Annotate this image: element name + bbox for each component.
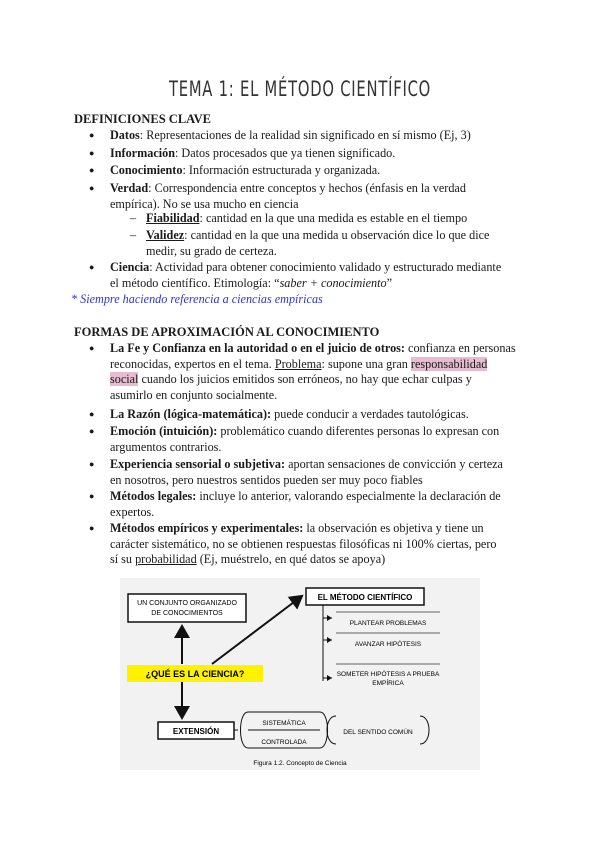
figure-caption: Figura 1.2. Concepto de Ciencia xyxy=(253,760,347,767)
list-item: ● Información: Datos procesados que ya tienen significado. xyxy=(110,146,530,162)
section-heading-definiciones: DEFINICIONES CLAVE xyxy=(74,112,211,126)
step-label: AVANZAR HIPÓTESIS xyxy=(354,641,422,648)
list-item: ● Experiencia sensorial o subjetiva: aportan sensaciones de convicción y certeza en nosotros, pero nuestros sentidos pueden ser muy poco fiables xyxy=(110,457,530,488)
list-item: ● Ciencia: Actividad para obtener conocimiento validado y estructurado mediante el método científico. Etimología: “saber + conocimiento” xyxy=(110,260,530,291)
highlight: responsabilidad xyxy=(410,356,488,371)
list-item: ● Métodos empíricos y experimentales: la observación es objetiva y tiene un carácter sistemático, no se obtienen respuestas filosóficas ni 100% ciertas, pero sí su probabilidad (Ej, muéstrelo, en qué datos se apoya) xyxy=(110,521,530,568)
concept-diagram xyxy=(120,578,480,770)
sub-list-item: – Fiabilidad: cantidad en la que una medida es estable en el tiempo xyxy=(146,211,518,227)
step-label: PLANTEAR PROBLEMAS xyxy=(349,620,427,627)
highlight: social xyxy=(110,372,139,387)
step-label: SOMETER HIPÓTESIS A PRUEBA xyxy=(336,671,440,678)
step-label: EMPÍRICA xyxy=(372,680,404,687)
list-item: ● Verdad: Correspondencia entre conceptos y hechos (énfasis en la verdad empírica). No se usa mucho en ciencia xyxy=(110,181,530,212)
list-item: ● Conocimiento: Información estructurada y organizada. xyxy=(110,163,530,179)
list-item: ● La Razón (lógica-matemática): puede conducir a verdades tautológicas. xyxy=(110,407,530,423)
list-item: ● Datos: Representaciones de la realidad sin significado en sí mismo (Ej, 3) xyxy=(110,128,530,144)
box-conjunto xyxy=(128,594,246,622)
list-item: ● Métodos legales: incluye lo anterior, valorando especialmente la declaración de expertos. xyxy=(110,489,530,520)
label-controlada: CONTROLADA xyxy=(261,739,307,746)
list-item: ● La Fe y Confianza en la autoridad o en el juicio de otros: confianza en personas reconocidas, expertos en el tema. Problema: supone una gran responsabilidad social cuando los juicios emitidos son erróneos, no hay que echar culpas y asumirlo en conjunto socialmente. xyxy=(110,341,530,403)
section-heading-formas: FORMAS DE APROXIMACIÓN AL CONOCIMIENTO xyxy=(74,325,380,339)
label-sistematica: SISTEMÁTICA xyxy=(262,720,306,727)
center-label: ¿QUÉ ES LA CIENCIA? xyxy=(145,669,245,679)
sub-list-item: – Validez: cantidad en la que una medida u observación dice lo que dice medir, su grado de certeza. xyxy=(146,228,518,259)
box-extension-label: EXTENSIÓN xyxy=(172,727,220,736)
box-metodo-label: EL MÉTODO CIENTÍFICO xyxy=(317,593,413,602)
box-conjunto-label: DE CONOCIMIENTOS xyxy=(151,610,223,617)
note-text: * Siempre haciendo referencia a ciencias empíricas xyxy=(71,292,323,306)
label-sentido: DEL SENTIDO COMÚN xyxy=(343,729,413,736)
page-title: TEMA 1: EL MÉTODO CIENTÍFICO xyxy=(168,77,432,101)
list-item: ● Emoción (intuición): problemático cuando diferentes personas lo expresan con argumentos contrarios. xyxy=(110,424,530,455)
box-conjunto-label: UN CONJUNTO ORGANIZADO xyxy=(137,600,237,607)
